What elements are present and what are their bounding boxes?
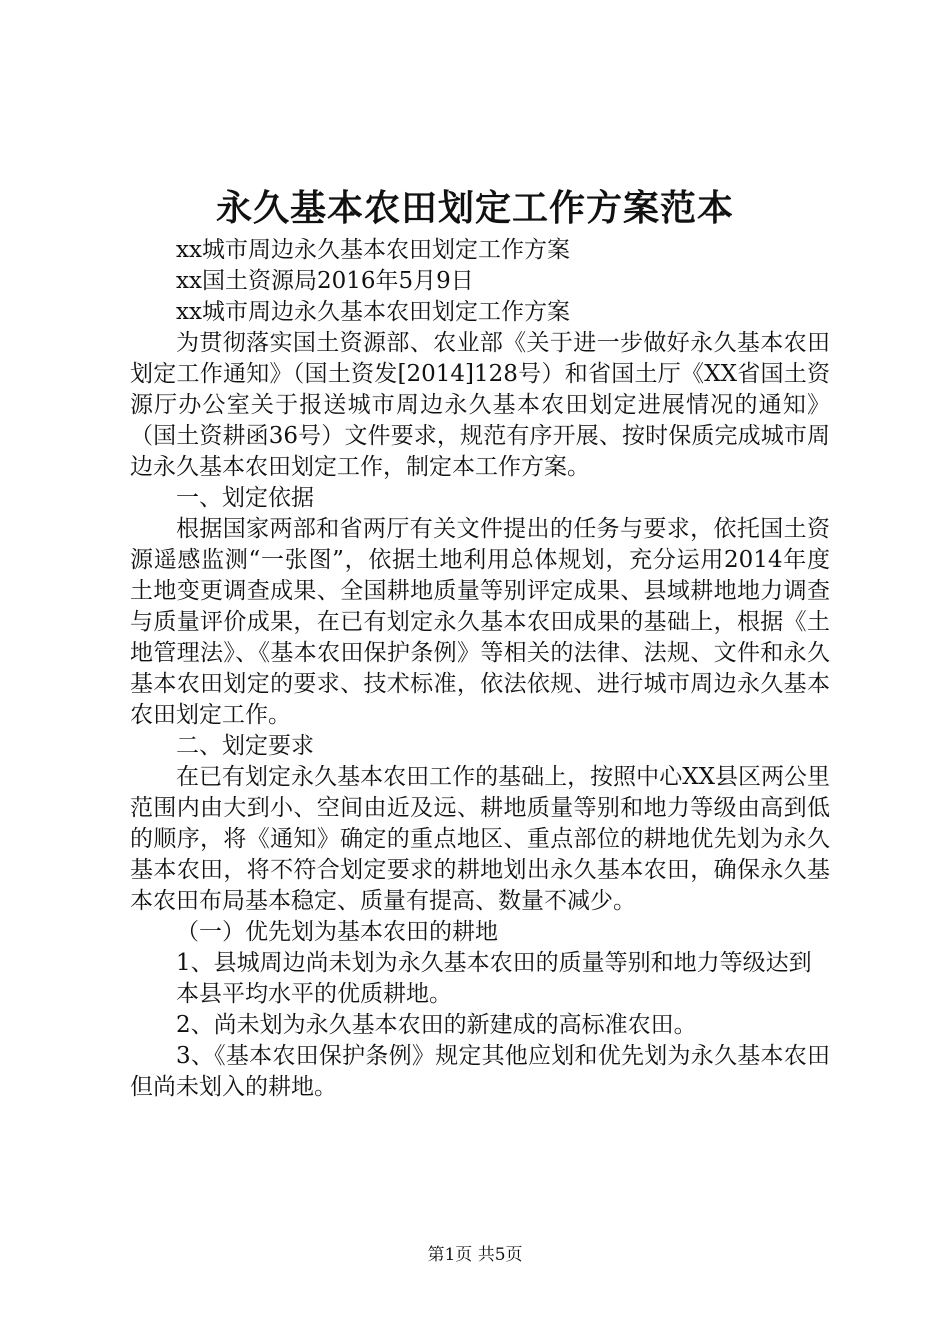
paragraph-subtitle: xx城市周边永久基本农田划定工作方案 (176, 237, 570, 263)
list-item-1: 1、县城周边尚未划为永久基本农田的质量等别和地力等级达到 (176, 950, 812, 976)
document-body (130, 235, 830, 1103)
document-title: 永久基本农田划定工作方案范本 (215, 187, 734, 229)
paragraph-requirements: 在已有划定永久基本农田工作的基础上，按照中心XX县区两公里范围内由大到小、空间由近及远、耕地质量等别和地力等级由高到低的顺序，将《通知》确定的重点地区、重点部位的耕地优先划为永久基本农田，将不符合划定要求的耕地划出永久基本农田，确保永久基本农田布局基本稳定、质量有提高、数量不减少。 (130, 764, 830, 914)
section-heading-requirements: 二、划定要求 (176, 733, 314, 759)
paragraph-basis: 根据国家两部和省两厅有关文件提出的任务与要求，依托国土资源遥感监测“一张图”，依据土地利用总体规划，充分运用2014年度土地变更调查成果、全国耕地质量等别评定成果、县域耕地地力调查与质量评价成果，在已有划定永久基本农田成果的基础上，根据《土地管理法》、《基本农田保护条例》等相关的法律、法规、文件和永久基本农田划定的要求、技术标准，依法依规、进行城市周边永久基本农田划定工作。 (130, 516, 830, 728)
paragraph-issuer-date: xx国土资源局2016年5月9日 (176, 268, 474, 294)
page-footer: 第1页 共5页 (427, 1245, 523, 1265)
paragraph-subtitle-repeat: xx城市周边永久基本农田划定工作方案 (176, 299, 570, 325)
section-heading-basis: 一、划定依据 (176, 485, 314, 511)
subsection-heading-priority: （一）优先划为基本农田的耕地 (176, 919, 498, 945)
paragraph-intro: 为贯彻落实国土资源部、农业部《关于进一步做好永久基本农田划定工作通知》（国土资发[2014]128号）和省国土厅《XX省国土资源厅办公室关于报送城市周边永久基本农田划定进展情况的通知》（国土资耕函36号）文件要求，规范有序开展、按时保质完成城市周边永久基本农田划定工作，制定本工作方案。 (130, 330, 830, 480)
list-item-3: 3、《基本农田保护条例》规定其他应划和优先划为永久基本农田但尚未划入的耕地。 (130, 1043, 830, 1100)
list-item-1-continued: 本县平均水平的优质耕地。 (176, 981, 452, 1007)
list-item-2: 2、尚未划为永久基本农田的新建成的高标准农田。 (176, 1012, 697, 1038)
